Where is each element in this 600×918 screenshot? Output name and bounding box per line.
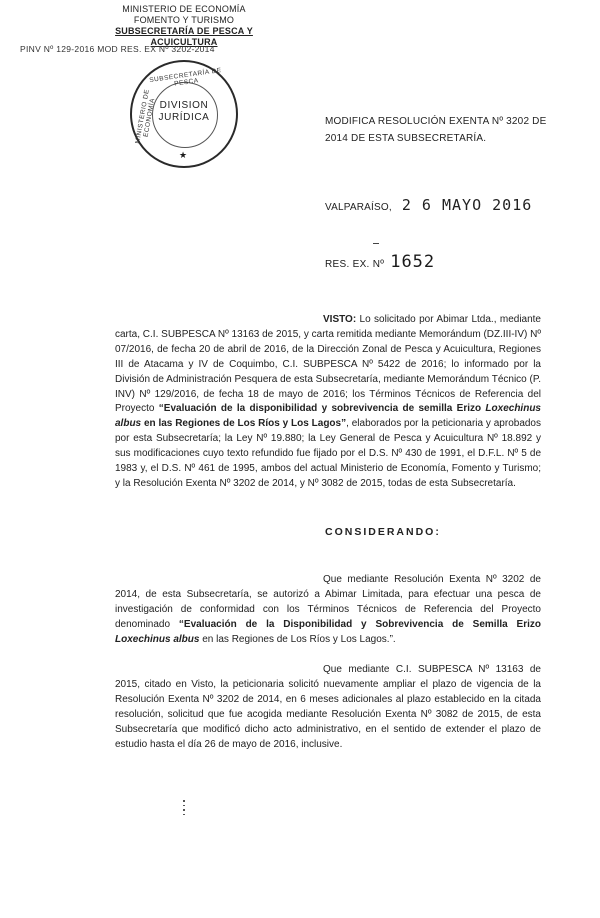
resolution-number-value: 1652 (390, 252, 436, 272)
project-species: Loxechinus albus (115, 403, 541, 430)
date-stamp: 2 6 MAYO 2016 (401, 196, 533, 214)
resolution-subject: MODIFICA RESOLUCIÓN EXENTA Nº 3202 DE 2014 DE ESTA SUBSECRETARÍA. (325, 116, 547, 144)
scan-dots (183, 800, 185, 818)
visto-paragraph (115, 313, 541, 492)
place-date (325, 196, 532, 214)
subsecretaria-name: SUBSECRETARÍA DE PESCA Y ACUICULTURA (115, 26, 253, 47)
seal-ring-text: SUBSECRETARÍA DE PESCA (148, 66, 223, 88)
ministry-name: MINISTERIO DE ECONOMÍA (122, 4, 246, 14)
p1-species: Loxechinus albus (115, 633, 200, 645)
resolution-number (325, 252, 435, 272)
considerando-heading: CONSIDERANDO: (325, 526, 441, 538)
project-title-a: “Evaluación de la disponibilidad y sobrevivencia de semilla Erizo (158, 403, 486, 415)
project-title-b: en las Regiones de Los Ríos y Los Lagos” (141, 418, 347, 430)
ministry-header (84, 4, 284, 48)
visto-label: VISTO: (323, 314, 357, 325)
ministry-subtitle: FOMENTO Y TURISMO (133, 15, 235, 25)
p1-title-b: en las Regiones de Los Ríos y Los Lagos.” (199, 633, 393, 645)
considerando-paragraph-1 (115, 573, 541, 648)
p1-title-a: “Evaluación de la Disponibilidad y Sobrevivencia de Semilla Erizo (178, 618, 541, 630)
seal-center-text (132, 100, 236, 124)
seal-star-icon: ★ (179, 150, 188, 160)
city: VALPARAÍSO, (325, 202, 392, 213)
seal-ring-text-left: MINISTERIO DE ECONOMÍA (134, 88, 157, 145)
document-reference: PINV Nº 129-2016 MOD RES. EX Nº 3202-2014 (20, 44, 215, 54)
resolution-number-label: RES. EX. Nº (325, 259, 385, 270)
mark-tick (373, 243, 379, 244)
official-seal-stamp (130, 60, 238, 168)
seal-juridica: JURÍDICA (158, 112, 210, 123)
p1-text-a: Que mediante Resolución Exenta Nº 3202 de 2014, de esta Subsecretaría, se autorizó a Abimar Limitada, para efectuar una pesca de investigación de conformidad con los Términos Técnicos de Referencia del Proyecto denominado (115, 574, 541, 630)
p1-text-b: . (392, 633, 396, 645)
seal-division: DIVISION (159, 100, 209, 111)
visto-text-a: Lo solicitado por Abimar Ltda., mediante carta, C.I. SUBPESCA Nº 13163 de 2015, y carta remitida mediante Memorándum (DZ.III-IV) Nº 07/2016, de fecha 20 de abril de 2016, de la Dirección Zonal de Pesca y Acuicultura, Regiones III de Atacama y IV de Coquimbo, C.I. SUBPESCA Nº 5422 de 2016; lo informado por la División de Administración Pesquera de esta Subsecretaría, mediante Memorándum Técnico (P. INV) Nº 129/2016, de fecha 18 de mayo de 2016; los Términos Técnicos de Referencia del Proyecto (115, 314, 541, 415)
visto-text-b: , elaborados por la peticionaria y aprobados por esta Subsecretaría; la Ley Nº 19.880; la Ley General de Pesca y Acuicultura Nº 18.892 y sus modificaciones cuyo texto refundido fue fijado por el D.S. Nº 430 de 1991, el D.F.L. Nº 5 de 1983 y, el D.S. Nº 461 de 1995, ambos del actual Ministerio de Economía, Fomento y Turismo; y la Resolución Exenta Nº 3202 de 2014, y Nº 3082 de 2015, todas de esta Subsecretaría. (115, 418, 541, 489)
considerando-paragraph-2: Que mediante C.I. SUBPESCA Nº 13163 de 2015, citado en Visto, la peticionaria solicitó nuevamente ampliar el plazo de vigencia de la Resolución Exenta Nº 3202 de 2014, en 6 meses adicionales al plazo establecido en la citada resolución, solicitud que fue acogida mediante Resolución Exenta Nº 3082 de 2015, de esta Subsecretaría que modificó dicho acto administrativo, en el sentido de extender el plazo de estudio hasta el día 26 de mayo de 2016, inclusive. (115, 664, 541, 750)
